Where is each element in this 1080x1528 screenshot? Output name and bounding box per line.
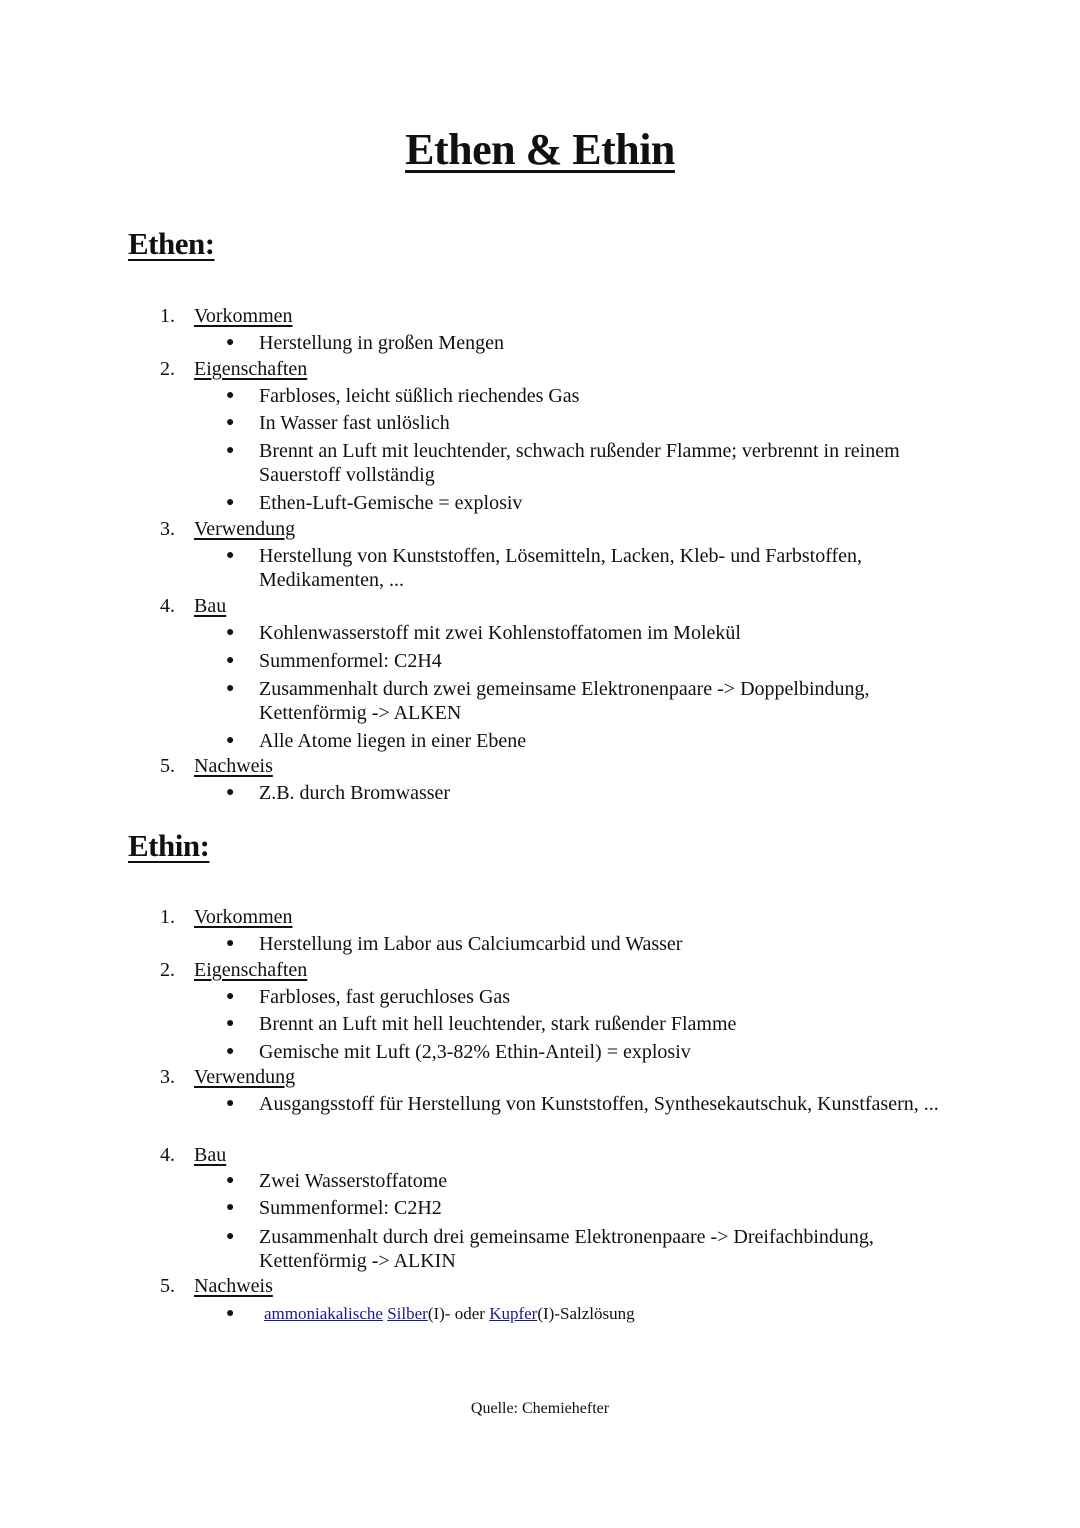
bullet-text: In Wasser fast unlöslich [259, 412, 450, 434]
link-kupfer[interactable]: Kupfer [489, 1304, 538, 1323]
bullet-icon: ● [226, 733, 235, 748]
source-note: Quelle: Chemiehefter [470, 1400, 610, 1417]
bullet-icon: ● [226, 989, 235, 1004]
bullet-icon: ● [226, 1306, 235, 1321]
section-heading-ethen: Ethen: [128, 226, 215, 261]
bullet-icon: ● [226, 1096, 235, 1111]
link-ammoniakalische[interactable]: ammoniakalische [264, 1304, 383, 1323]
bullet-text: Summenformel: C2H2 [259, 1197, 442, 1219]
item-heading: Nachweis [194, 755, 273, 777]
item-heading: Nachweis [194, 1275, 273, 1297]
item-number: 4. [160, 595, 175, 617]
bullet-icon: ● [226, 443, 235, 458]
item-heading: Eigenschaften [194, 358, 308, 380]
bullet-icon: ● [226, 681, 235, 696]
bullet-icon: ● [226, 388, 235, 403]
item-number: 5. [160, 1275, 175, 1297]
document-title: Ethen & Ethin [405, 125, 675, 174]
bullet-text: Herstellung im Labor aus Calciumcarbid und Wasser [259, 933, 683, 955]
bullet-icon: ● [226, 625, 235, 640]
bullet-text: Zusammenhalt durch zwei gemeinsame Elektronenpaare -> Doppelbindung, Kettenförmig -> ALKEN [259, 678, 870, 724]
bullet-text: Zusammenhalt durch drei gemeinsame Elektronenpaare -> Dreifachbindung, Kettenförmig -> ALKIN [259, 1226, 874, 1272]
bullet-text: Herstellung von Kunststoffen, Lösemitteln, Lacken, Kleb- und Farbstoffen, Medikamenten, ... [259, 545, 863, 591]
item-number: 2. [160, 358, 175, 380]
bullet-text: Zwei Wasserstoffatome [259, 1170, 448, 1192]
bullet-icon: ● [226, 1229, 235, 1244]
bullet-icon: ● [226, 1016, 235, 1031]
item-heading: Vorkommen [194, 305, 293, 327]
bullet-text: Kohlenwasserstoff mit zwei Kohlenstoffatomen im Molekül [259, 622, 741, 644]
item-heading: Verwendung [194, 1066, 296, 1088]
item-number: 2. [160, 959, 175, 981]
item-heading: Eigenschaften [194, 959, 308, 981]
item-heading: Bau [194, 595, 227, 617]
item-heading: Bau [194, 1144, 227, 1166]
bullet-icon: ● [226, 548, 235, 563]
item-number: 4. [160, 1144, 175, 1166]
nachweis-text-2: (I)-Salzlösung [537, 1304, 635, 1323]
bullet-text: Brennt an Luft mit hell leuchtender, stark rußender Flamme [259, 1013, 737, 1035]
bullet-text: Farbloses, leicht süßlich riechendes Gas [259, 385, 580, 407]
item-number: 1. [160, 305, 175, 327]
bullet-text [264, 1302, 944, 1326]
item-heading: Verwendung [194, 518, 296, 540]
bullet-icon: ● [226, 1173, 235, 1188]
bullet-text: Ausgangsstoff für Herstellung von Kunststoffen, Synthesekautschuk, Kunstfasern, ... [259, 1093, 939, 1115]
item-number: 5. [160, 755, 175, 777]
bullet-icon: ● [226, 415, 235, 430]
bullet-icon: ● [226, 495, 235, 510]
item-number: 1. [160, 906, 175, 928]
bullet-icon: ● [226, 1044, 235, 1059]
section-heading-ethin: Ethin: [128, 828, 210, 863]
bullet-text: Ethen-Luft-Gemische = explosiv [259, 492, 523, 514]
link-silber[interactable]: Silber [387, 1304, 428, 1323]
bullet-text: Farbloses, fast geruchloses Gas [259, 986, 511, 1008]
bullet-icon: ● [226, 785, 235, 800]
bullet-text: Z.B. durch Bromwasser [259, 782, 451, 804]
bullet-text: Alle Atome liegen in einer Ebene [259, 730, 527, 752]
bullet-icon: ● [226, 653, 235, 668]
bullet-text: Gemische mit Luft (2,3-82% Ethin-Anteil) = explosiv [259, 1041, 691, 1063]
bullet-text: Brennt an Luft mit leuchtender, schwach rußender Flamme; verbrennt in reinem Sauerstoff vollständig [259, 440, 900, 486]
bullet-icon: ● [226, 1200, 235, 1215]
nachweis-text-1: (I)- oder [427, 1304, 490, 1323]
bullet-text: Summenformel: C2H4 [259, 650, 442, 672]
bullet-icon: ● [226, 335, 235, 350]
bullet-text: Herstellung in großen Mengen [259, 332, 504, 354]
item-heading: Vorkommen [194, 906, 293, 928]
item-number: 3. [160, 1066, 175, 1088]
item-number: 3. [160, 518, 175, 540]
bullet-icon: ● [226, 936, 235, 951]
